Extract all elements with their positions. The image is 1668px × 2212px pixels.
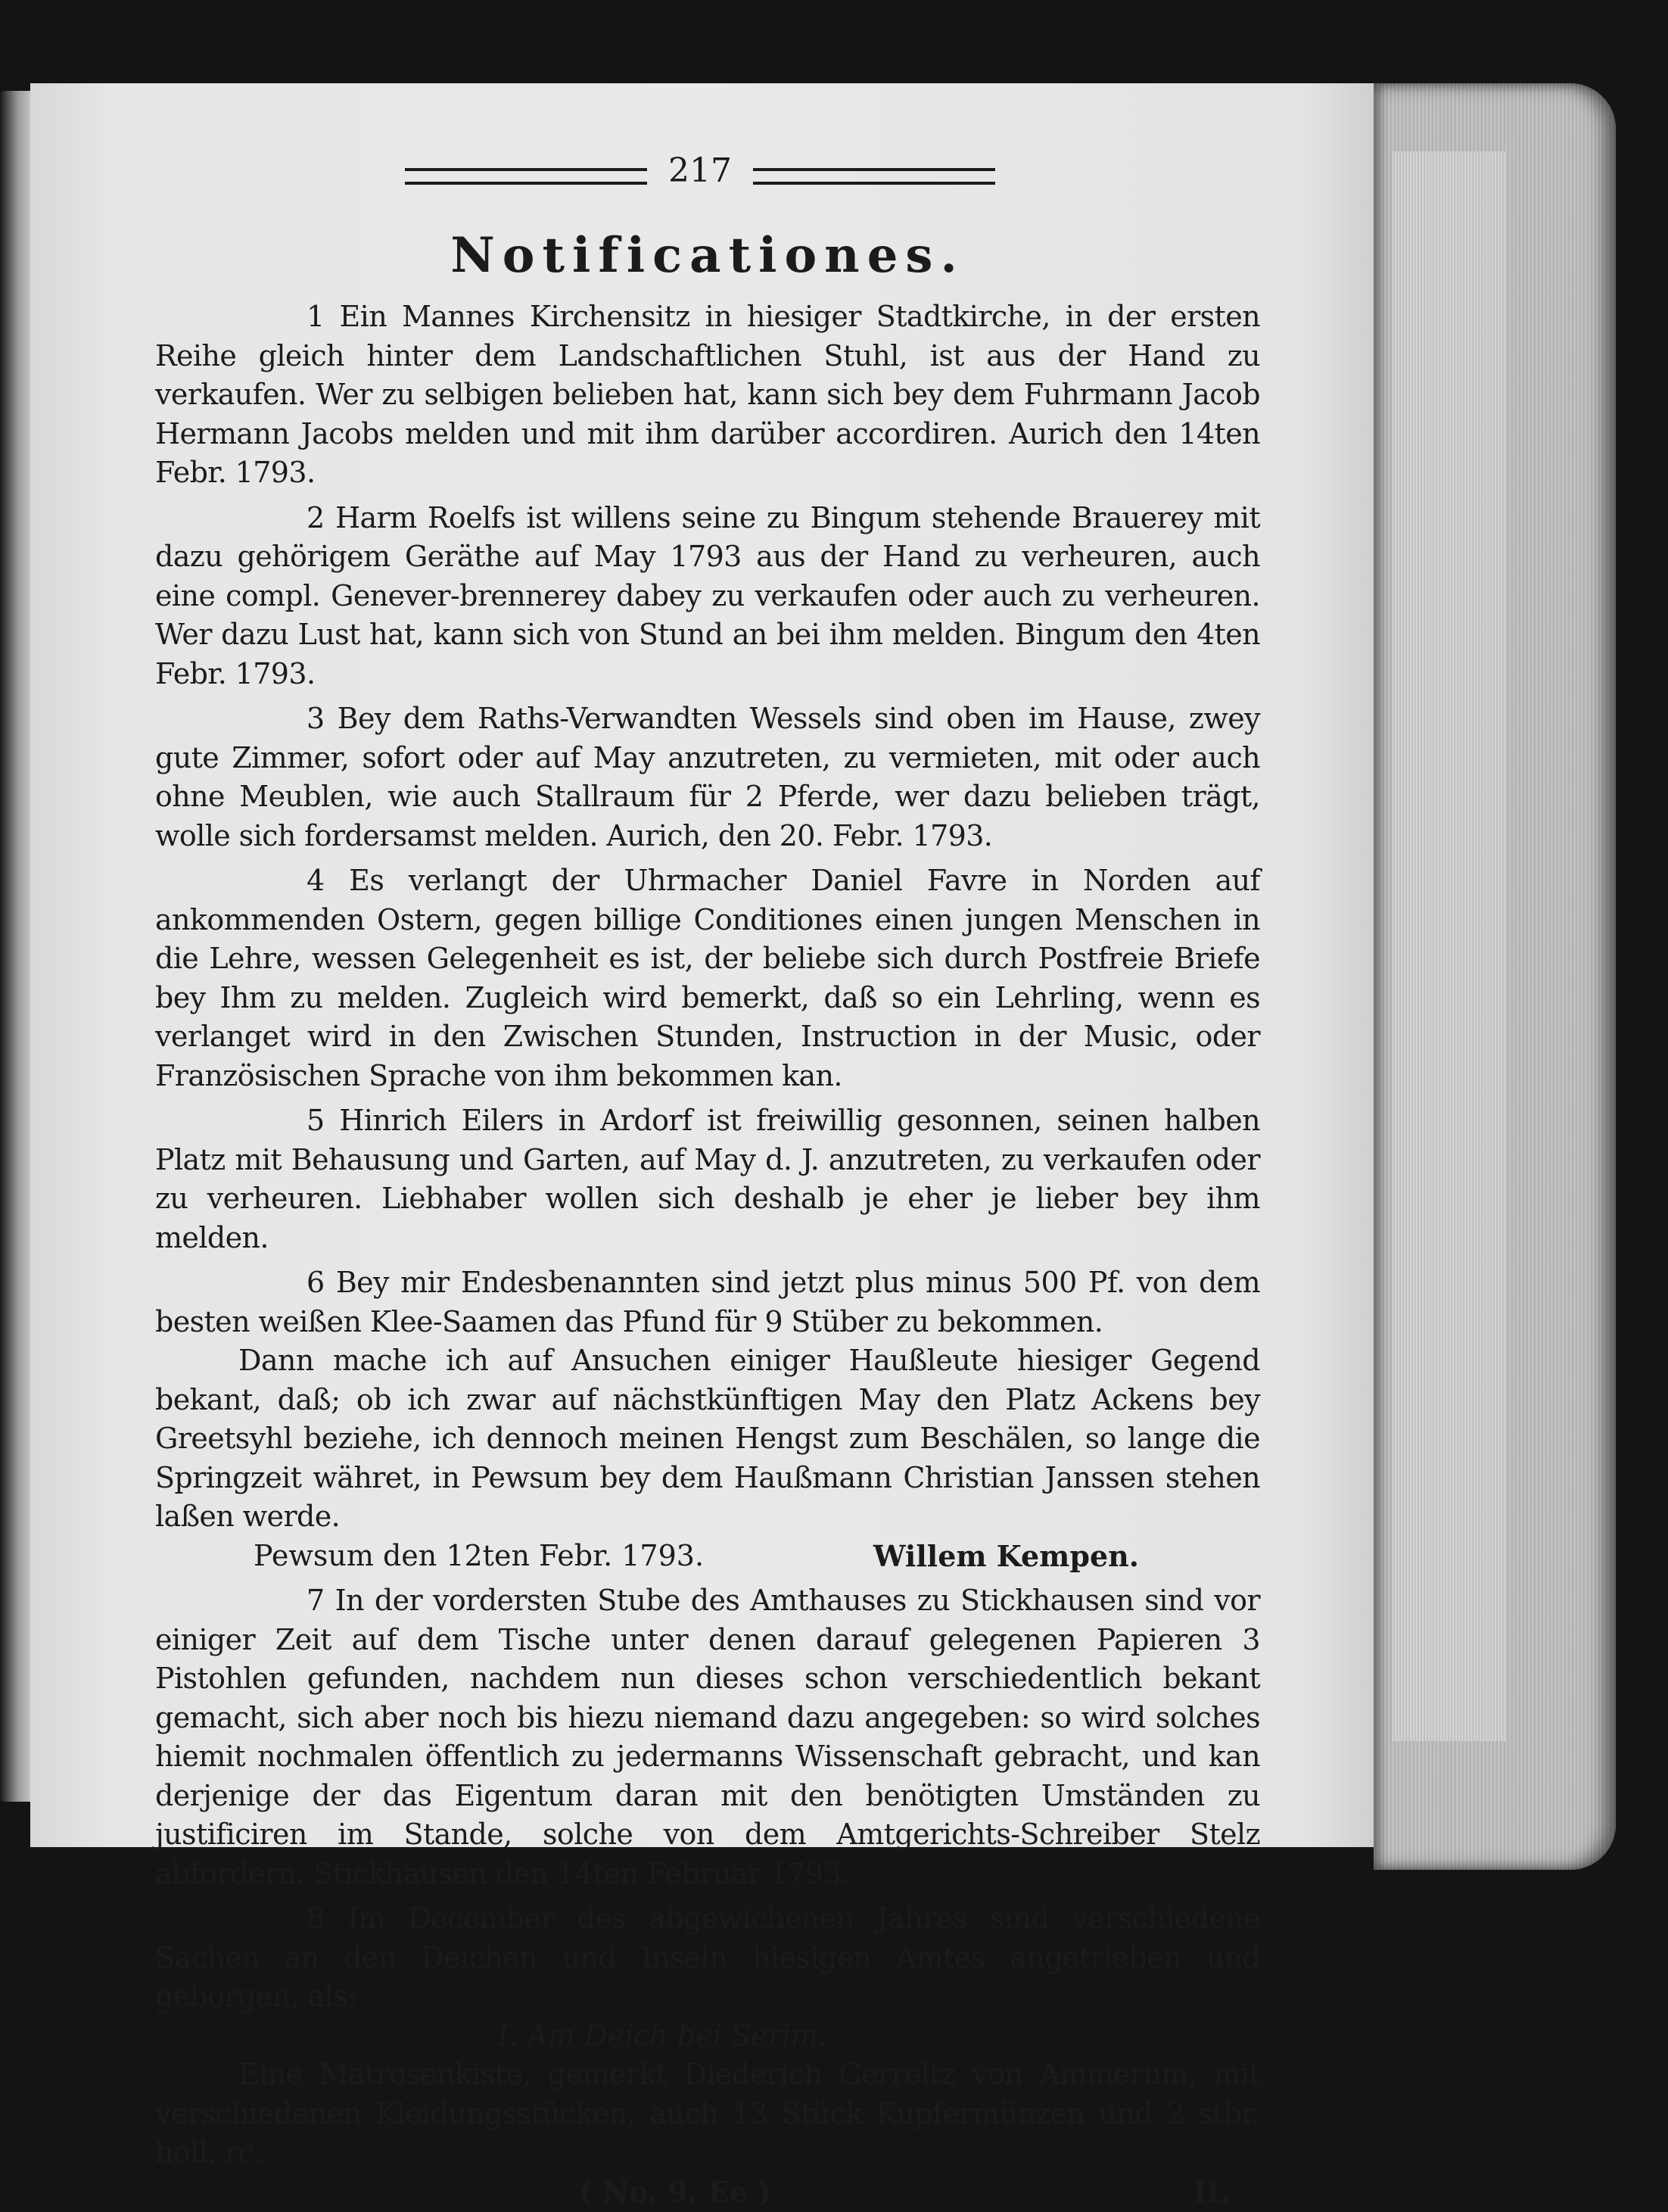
notice-7: 7 In der vordersten Stube des Amthauses zu Stickhausen sind vor einiger Zeit auf dem Tische unter denen darauf gelegenen Papieren 3 Pistohlen gefunden, nachdem nun dieses schon verschiedentlich bekant gemacht, sich aber noch bis hiezu niemand dazu angegeben: so wird solches hiemit nochmalen öffentlich zu jedermanns Wissenschaft gebracht, und kan derjenige der das Eigentum daran mit den benötigten Umständen zu justificiren im Stande, solche von dem Amtgerichts-Schreiber Stelz abfordern. Stickhausen den 14ten Februar 1793. [155,1584,1260,1890]
header-rule-right [753,168,995,185]
notice-1: 1 Ein Mannes Kirchensitz in hiesiger Stadtkirche, in der ersten Reihe gleich hinter dem Landschaftlichen Stuhl, ist aus der Hand zu verkaufen. Wer zu selbigen belieben hat, kann sich bey dem Fuhrmann Jacob Hermann Jacobs melden und mit ihm darüber accordiren. Aurich den 14ten Febr. 1793. [155,300,1260,489]
notice-8-item: Eine Matrosenkiste, gemerkt Diederich Gerreltz von Ammerum, mit verschiedenen Kleidungsstücken, auch 13 Stück Kupfermünzen und 2 stbr. holl. rc. [155,2058,1260,2169]
notice-3: 3 Bey dem Raths-Verwandten Wessels sind oben im Hause, zwey gute Zimmer, sofort oder auf May anzutreten, zu vermieten, mit oder auch ohne Meublen, wie auch Stallraum für 2 Pferde, wer dazu belieben trägt, wolle sich fordersamst melden. Aurich, den 20. Febr. 1793. [155,702,1260,852]
notice-2: 2 Harm Roelfs ist willens seine zu Bingum stehende Brauerey mit dazu gehörigem Geräthe auf May 1793 aus der Hand zu verheuren, auch eine compl. Genever-brennerey dabey zu verkaufen oder auch zu verheuren. Wer dazu Lust hat, kann sich von Stund an bei ihm melden. Bingum den 4ten Febr. 1793. [155,500,1260,690]
notice-6-sign-off [155,1537,1260,1576]
catchword: II. [1193,2174,1230,2209]
notice-8: 8 Im December des abgewichenen Jahres sind verschiedene Sachen an den Deichen und Inseln hiesigen Amtes angetrieben und geborgen, als: [155,1902,1260,2013]
page-stack [1393,151,1506,1741]
notice-6-continued: Dann mache ich auf Ansuchen einiger Haußleute hiesiger Gegend bekant, daß; ob ich zwar auf nächstkünftigen May den Platz Ackens bey Greetsyhl beziehe, ich dennoch meinen Hengst zum Beschälen, so lange die Springzeit währet, in Pewsum bey dem Haußmann Christian Janssen stehen laßen werde. [155,1344,1260,1533]
page-header [155,151,1260,197]
page-footer [155,2173,1260,2212]
notice-6: 6 Bey mir Endesbenannten sind jetzt plus minus 500 Pf. von dem besten weißen Klee-Saamen das Pfund für 9 Stüber zu bekommen. [155,1266,1260,1338]
notice-6-place-date: Pewsum den 12ten Febr. 1793. [254,1538,705,1572]
page-number: 217 [668,151,732,190]
notice-8-subheading: I. Am Deich bei Serim. [497,2018,827,2052]
notice-4: 4 Es verlangt der Uhrmacher Daniel Favre in Norden auf ankommenden Ostern, gegen billige Conditiones einen jungen Menschen in die Lehre, wessen Gelegenheit es ist, der beliebe sich durch Postfreie Briefe bey Ihm zu melden. Zugleich wird bemerkt, daß so ein Lehrling, wenn es verlanget wird in den Zwischen Stunden, Instruction in der Music, oder Französischen Sprache von ihm bekommen kan. [155,864,1260,1092]
page-title: Notificationes. [450,227,965,284]
notice-5: 5 Hinrich Eilers in Ardorf ist freiwillig gesonnen, seinen halben Platz mit Behausung und Garten, auf May d. J. anzutreten, zu verkaufen oder zu verheuren. Liebhaber wollen sich deshalb je eher je lieber bey ihm melden. [155,1104,1260,1254]
signature-mark: ( No. 9. Ee ) [579,2174,772,2209]
header-rule-left [405,168,647,185]
page-text-block [155,151,1260,2212]
notice-6-signature: Willem Kempen. [873,1538,1139,1573]
